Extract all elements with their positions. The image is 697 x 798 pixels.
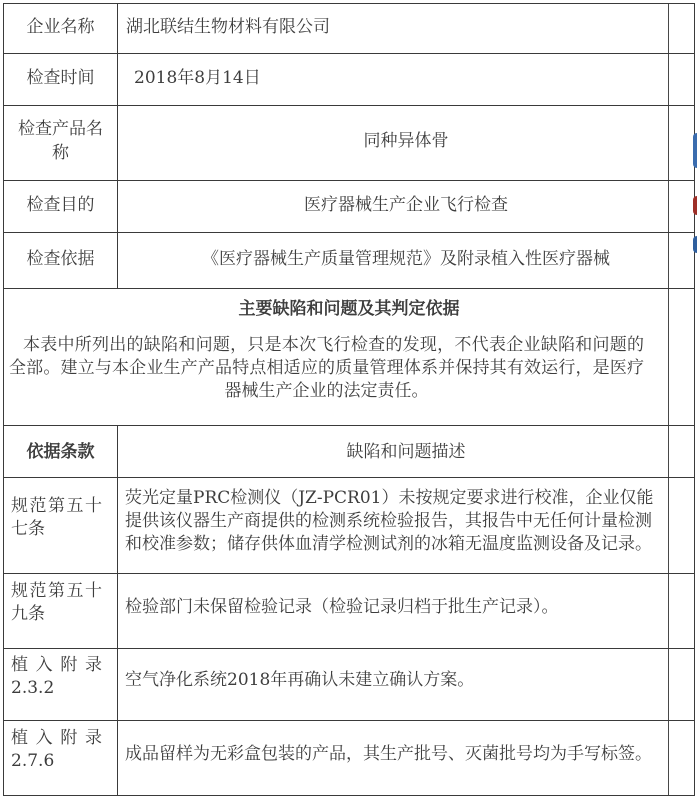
defect-row (4, 721, 695, 796)
inspection-date-value: 2018年8月14日 (118, 54, 695, 106)
defect-header-row (4, 426, 695, 478)
description-cell: 荧光定量PRC检测仪（JZ-PCR01）未按规定要求进行校准，企业仅能提供该仪器生产商提供的检测系统检验报告，其报告中无任何计量检测和校准参数；储存供体血清学检测试剂的冰箱无温度监测设备及记录。 (118, 478, 695, 574)
defect-row (4, 574, 695, 649)
company-name-label: 企业名称 (4, 4, 118, 54)
table-row (4, 54, 695, 106)
clause-column-header: 依据条款 (4, 426, 118, 478)
inspection-report-table (3, 3, 695, 796)
product-name-label: 检查产品名称 (4, 106, 118, 181)
inspection-basis-value: 《医疗器械生产质量管理规范》及附录植入性医疗器械 (118, 233, 695, 289)
section-row (4, 289, 695, 426)
company-name-value: 湖北联结生物材料有限公司 (118, 4, 695, 54)
description-column-header: 缺陷和问题描述 (118, 426, 695, 478)
clause-cell: 规范第五十九条 (4, 574, 118, 649)
table-row (4, 181, 695, 233)
edge-mark-blue-bottom (693, 236, 697, 253)
description-cell: 检验部门未保留检验记录（检验记录归档于批生产记录）。 (118, 574, 695, 649)
clause-cell: 植入附录2.3.2 (4, 649, 118, 721)
clause-cell: 规范第五十七条 (4, 478, 118, 574)
inspection-purpose-value: 医疗器械生产企业飞行检查 (118, 181, 695, 233)
table-row (4, 233, 695, 289)
edge-mark-red (693, 196, 697, 215)
table-row (4, 106, 695, 181)
section-note: 本表中所列出的缺陷和问题，只是本次飞行检查的发现，不代表企业缺陷和问题的全部。建立与本企业生产产品特点相适应的质量管理体系并保持其有效运行，是医疗器械生产企业的法定责任。 (9, 335, 644, 401)
section-title: 主要缺陷和问题及其判定依据 (238, 299, 460, 319)
clause-cell: 植入附录2.7.6 (4, 721, 118, 796)
inspection-purpose-label: 检查目的 (4, 181, 118, 233)
product-name-value: 同种异体骨 (118, 106, 695, 181)
edge-mark-blue-top (693, 133, 697, 168)
inspection-date-label: 检查时间 (4, 54, 118, 106)
defect-row (4, 649, 695, 721)
section-cell (4, 289, 695, 426)
description-cell: 成品留样为无彩盒包装的产品，其生产批号、灭菌批号均为手写标签。 (118, 721, 695, 796)
description-cell: 空气净化系统2018年再确认未建立确认方案。 (118, 649, 695, 721)
table-row (4, 4, 695, 54)
defect-row (4, 478, 695, 574)
inspection-basis-label: 检查依据 (4, 233, 118, 289)
